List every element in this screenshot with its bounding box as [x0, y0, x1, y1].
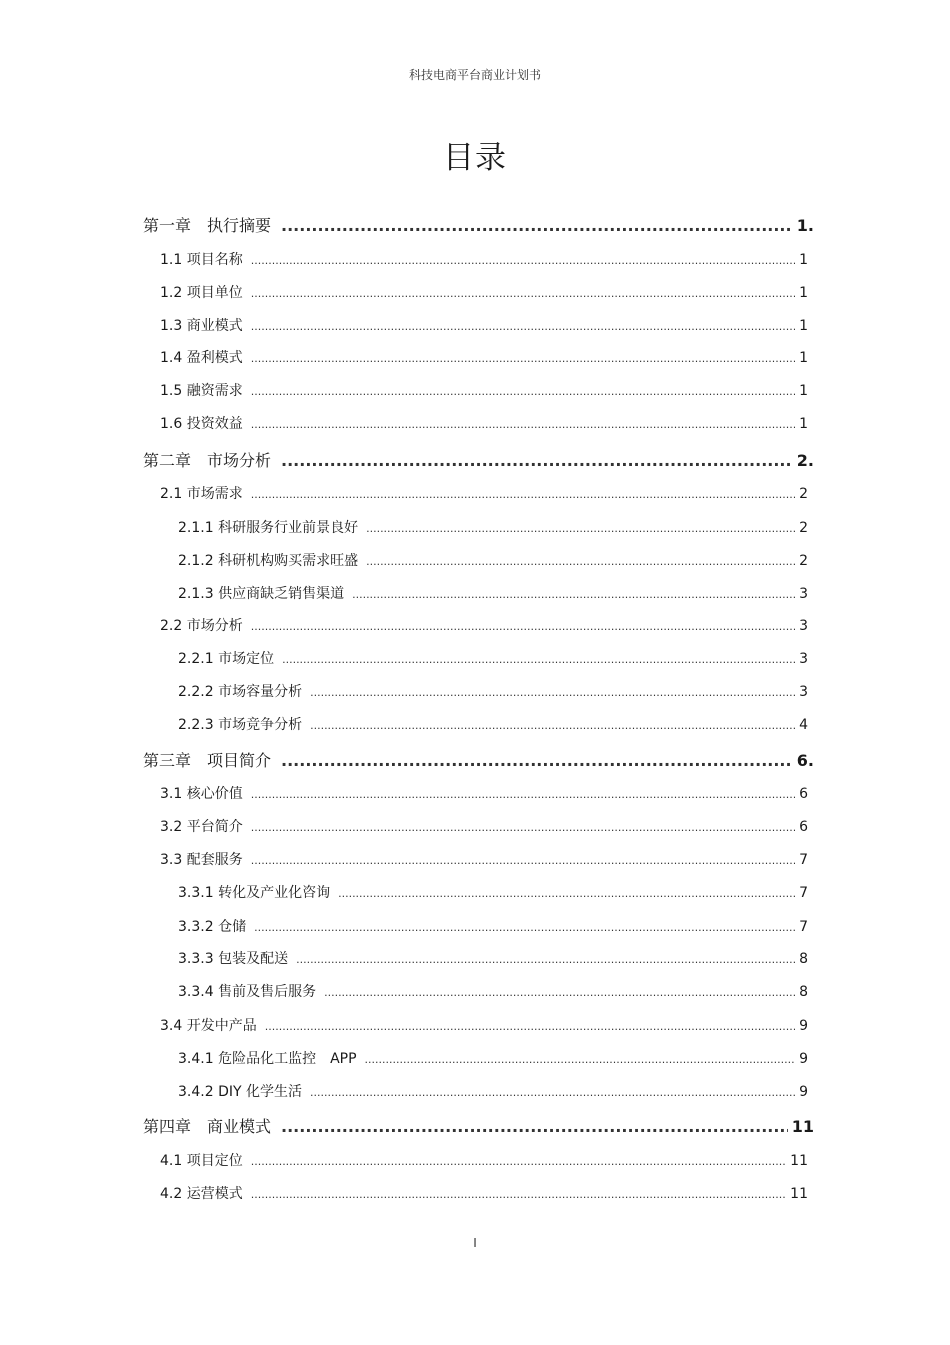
- dot-leader: [296, 953, 795, 966]
- toc-entry-page: 11: [790, 1153, 808, 1169]
- toc-entry-label: 第三章 项目简介: [143, 751, 272, 770]
- toc-section-entry[interactable]: [160, 413, 808, 433]
- toc-entry-label: 4.2 运营模式: [160, 1186, 243, 1202]
- toc-entry-label: 3.1 核心价值: [160, 786, 243, 802]
- toc-section-entry[interactable]: [178, 1081, 808, 1101]
- toc-entry-page: 1: [799, 416, 808, 432]
- dot-leader: [251, 854, 795, 867]
- dot-leader: [338, 887, 795, 900]
- toc-section-entry[interactable]: [160, 783, 808, 803]
- toc-section-entry[interactable]: [178, 517, 808, 537]
- toc-entry-page: 1.: [796, 216, 814, 235]
- toc-entry-label: 2.2.2 市场容量分析: [178, 684, 303, 700]
- dot-leader: [251, 320, 795, 333]
- toc-entry-page: 2: [799, 520, 808, 536]
- toc-entry-label: 3.4.2 DIY 化学生活: [178, 1084, 302, 1100]
- toc-entry-label: 3.2 平台简介: [160, 819, 243, 835]
- toc-entry-label: 3.4 开发中产品: [160, 1018, 257, 1034]
- toc-section-entry[interactable]: [160, 816, 808, 836]
- toc-entry-label: 3.3.1 转化及产业化咨询: [178, 885, 331, 901]
- toc-entry-page: 6: [799, 786, 808, 802]
- toc-section-entry[interactable]: [160, 615, 808, 635]
- toc-entry-page: 7: [799, 919, 808, 935]
- toc-entry-page: 11: [790, 1186, 808, 1202]
- toc-entry-page: 3: [799, 586, 808, 602]
- toc-section-entry[interactable]: [178, 583, 808, 603]
- toc-entry-page: 2: [799, 486, 808, 502]
- toc-entry-label: 3.3.4 售前及售后服务: [178, 984, 317, 1000]
- toc-entry-label: 3.3.3 包装及配送: [178, 951, 289, 967]
- toc-entry-page: 9: [799, 1051, 808, 1067]
- dot-leader: [365, 1053, 796, 1066]
- toc-title: 目录: [443, 140, 507, 176]
- dot-leader: [324, 986, 795, 999]
- toc-chapter-entry[interactable]: [143, 748, 814, 771]
- toc-section-entry[interactable]: [160, 380, 808, 400]
- toc-section-entry[interactable]: [178, 648, 808, 668]
- dot-leader: [265, 1020, 795, 1033]
- dot-leader: [251, 385, 795, 398]
- dot-leader: [281, 1117, 788, 1136]
- toc-section-entry[interactable]: [178, 550, 808, 570]
- toc-entry-label: 1.1 项目名称: [160, 252, 243, 268]
- dot-leader: [251, 418, 795, 431]
- toc-entry-label: 1.3 商业模式: [160, 318, 243, 334]
- toc-entry-label: 1.6 投资效益: [160, 416, 243, 432]
- toc-section-entry[interactable]: [160, 1183, 808, 1203]
- toc-section-entry[interactable]: [178, 916, 808, 936]
- toc-entry-label: 2.2 市场分析: [160, 618, 243, 634]
- toc-entry-label: 2.1.2 科研机构购买需求旺盛: [178, 553, 359, 569]
- dot-leader: [310, 719, 795, 732]
- toc-entry-label: 1.5 融资需求: [160, 383, 243, 399]
- toc-entry-page: 2: [799, 553, 808, 569]
- toc-entry-page: 9: [799, 1018, 808, 1034]
- toc-entry-page: 4: [799, 717, 808, 733]
- toc-entry-page: 1: [799, 383, 808, 399]
- dot-leader: [281, 751, 793, 770]
- toc-entry-label: 第四章 商业模式: [143, 1117, 272, 1136]
- toc-entry-page: 7: [799, 885, 808, 901]
- toc-section-entry[interactable]: [178, 981, 808, 1001]
- dot-leader: [251, 287, 795, 300]
- toc-entry-label: 2.1.1 科研服务行业前景良好: [178, 520, 359, 536]
- dot-leader: [366, 555, 795, 568]
- toc-section-entry[interactable]: [160, 1015, 808, 1035]
- toc-section-entry[interactable]: [160, 1150, 808, 1170]
- toc-section-entry[interactable]: [160, 282, 808, 302]
- dot-leader: [251, 488, 795, 501]
- dot-leader: [251, 788, 795, 801]
- dot-leader: [310, 686, 795, 699]
- dot-leader: [366, 522, 795, 535]
- toc-entry-page: 11: [791, 1117, 814, 1136]
- toc-entry-label: 2.1 市场需求: [160, 486, 243, 502]
- toc-entry-page: 6: [799, 819, 808, 835]
- toc-entry-page: 8: [799, 951, 808, 967]
- toc-entry-page: 9: [799, 1084, 808, 1100]
- dot-leader: [352, 588, 795, 601]
- dot-leader: [310, 1086, 795, 1099]
- toc-entry-label: 第二章 市场分析: [143, 451, 272, 470]
- dot-leader: [251, 352, 795, 365]
- toc-entry-page: 8: [799, 984, 808, 1000]
- dot-leader: [251, 1155, 786, 1168]
- toc-entry-page: 7: [799, 852, 808, 868]
- toc-entry-label: 3.4.1 危险品化工监控 APP: [178, 1051, 357, 1067]
- toc-section-entry[interactable]: [178, 1048, 808, 1068]
- dot-leader: [251, 620, 795, 633]
- toc-entry-label: 2.2.3 市场竞争分析: [178, 717, 303, 733]
- toc-entry-label: 3.3 配套服务: [160, 852, 243, 868]
- toc-entry-page: 3: [799, 618, 808, 634]
- toc-entry-label: 3.3.2 仓储: [178, 919, 247, 935]
- toc-entry-page: 1: [799, 252, 808, 268]
- toc-section-entry[interactable]: [160, 483, 808, 503]
- toc-entry-page: 6.: [796, 751, 814, 770]
- toc-entry-page: 1: [799, 350, 808, 366]
- toc-chapter-entry[interactable]: [143, 1114, 814, 1137]
- dot-leader: [254, 921, 795, 934]
- running-header: 科技电商平台商业计划书: [408, 68, 541, 82]
- toc-section-entry[interactable]: [160, 849, 808, 869]
- dot-leader: [251, 821, 795, 834]
- toc-section-entry[interactable]: [160, 315, 808, 335]
- dot-leader: [282, 653, 795, 666]
- toc-entry-label: 1.4 盈利模式: [160, 350, 243, 366]
- toc-chapter-entry[interactable]: [143, 448, 814, 471]
- toc-section-entry[interactable]: [160, 249, 808, 269]
- dot-leader: [251, 1188, 786, 1201]
- toc-entry-page: 1: [799, 285, 808, 301]
- toc-entry-label: 1.2 项目单位: [160, 285, 243, 301]
- toc-entry-label: 4.1 项目定位: [160, 1153, 243, 1169]
- toc-section-entry[interactable]: [178, 714, 808, 734]
- dot-leader: [251, 254, 795, 267]
- dot-leader: [281, 216, 793, 235]
- page-number: I: [473, 1236, 477, 1250]
- toc-section-entry[interactable]: [178, 681, 808, 701]
- toc-section-entry[interactable]: [160, 347, 808, 367]
- toc-entry-page: 3: [799, 684, 808, 700]
- toc-entry-label: 2.1.3 供应商缺乏销售渠道: [178, 586, 345, 602]
- toc-chapter-entry[interactable]: [143, 213, 814, 236]
- toc-entry-page: 3: [799, 651, 808, 667]
- toc-entry-page: 1: [799, 318, 808, 334]
- toc-entry-label: 第一章 执行摘要: [143, 216, 272, 235]
- dot-leader: [281, 451, 793, 470]
- toc-entry-label: 2.2.1 市场定位: [178, 651, 275, 667]
- toc-section-entry[interactable]: [178, 882, 808, 902]
- toc-section-entry[interactable]: [178, 948, 808, 968]
- toc-entry-page: 2.: [796, 451, 814, 470]
